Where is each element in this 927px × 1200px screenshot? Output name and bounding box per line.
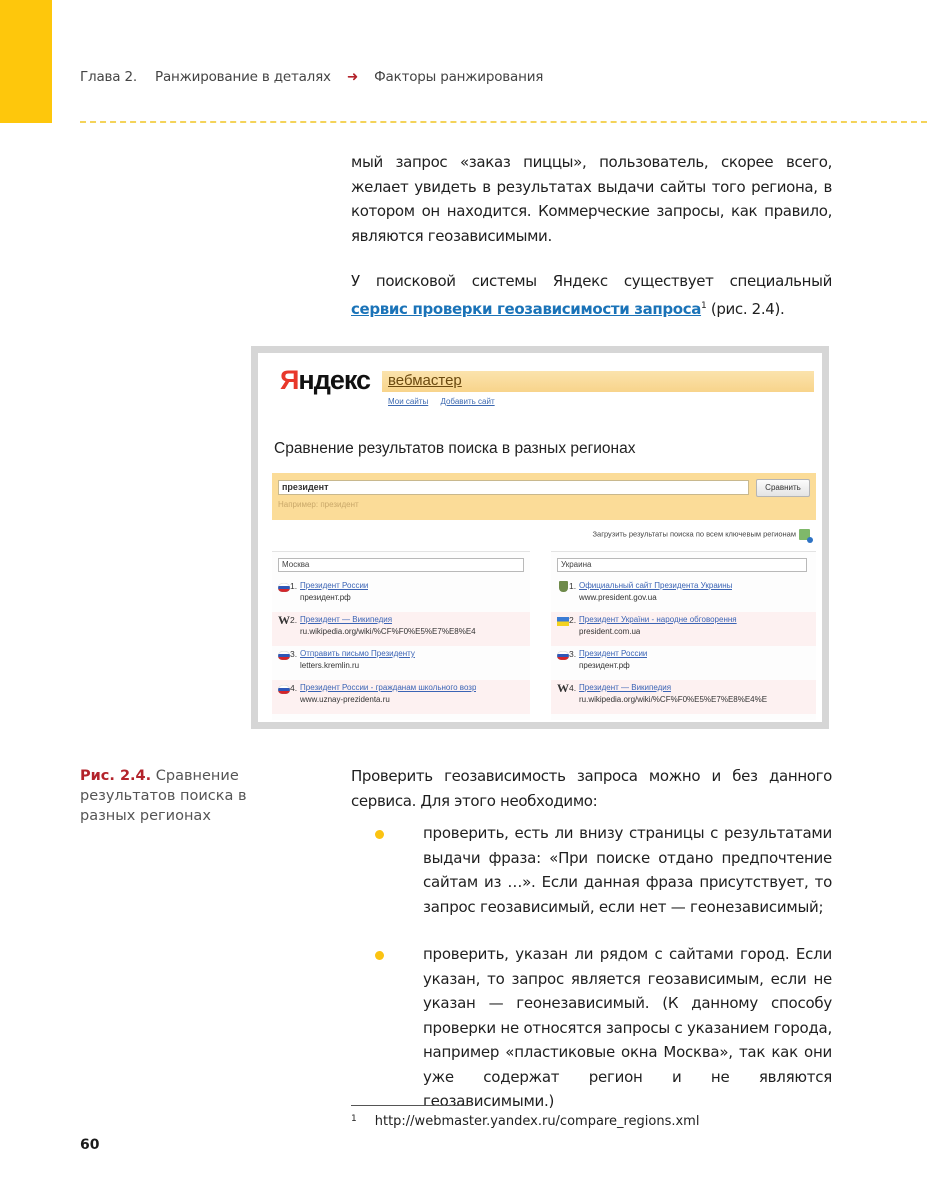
result-title-link[interactable]: Президент — Википедия — [300, 615, 393, 624]
header-divider — [80, 121, 927, 123]
result-title-link[interactable]: Президент России — [579, 649, 648, 658]
footnote-mark: 1 — [351, 1114, 357, 1124]
paragraph: Проверить геозависимость запроса можно и без данного сервиса. Для этого необходимо: — [351, 767, 832, 810]
footnote-url: http://webmaster.yandex.ru/compare_regions.xml — [374, 1114, 700, 1129]
figure-number: Рис. 2.4. — [80, 768, 152, 784]
example-hint: Например: президент — [278, 500, 359, 509]
download-link-text: Загрузить результаты поиска по всем ключевым регионам — [592, 529, 796, 539]
section-label: Ранжирование в деталях — [155, 69, 331, 85]
ukraine-coat-of-arms-icon — [559, 581, 568, 592]
result-number: 3. — [569, 649, 577, 659]
result-item — [551, 646, 816, 680]
bullet-dot-icon — [375, 951, 384, 960]
region-column-left — [272, 551, 530, 720]
result-number: 1. — [569, 581, 577, 591]
result-title-link[interactable]: Отправить письмо Президенту — [300, 649, 415, 658]
service-link[interactable]: сервис проверки геозависимости запроса — [351, 299, 702, 318]
bullet-item — [351, 942, 832, 1114]
add-site-link[interactable]: Добавить сайт — [440, 397, 495, 406]
result-number: 4. — [290, 683, 298, 693]
result-item — [272, 680, 530, 714]
result-url: president.com.ua — [579, 627, 641, 636]
paragraph-text: (рис. 2.4). — [706, 299, 785, 318]
bullet-item — [351, 821, 832, 919]
download-results-link[interactable] — [593, 529, 810, 540]
result-title-link[interactable]: Президент России — [300, 581, 369, 590]
wikipedia-icon: W — [278, 613, 290, 627]
subsection-label: Факторы ранжирования — [374, 69, 544, 85]
bullet-text: проверить, есть ли внизу страницы с результатами выдачи фраза: «При поиске отдано предпочтение сайтам из …». Если данная фраза присутствует, то запрос геозависимый, если нет — геонезависимый; — [423, 824, 832, 916]
compare-page-title: Сравнение результатов поиска в разных регионах — [274, 440, 636, 457]
yandex-logo[interactable] — [280, 365, 370, 396]
bullet-dot-icon — [375, 830, 384, 839]
results-list-left — [272, 578, 530, 714]
result-title-link[interactable]: Официальный сайт Президента Украины — [579, 581, 733, 590]
footnote — [351, 1114, 699, 1129]
result-title-link[interactable]: Президент России - гражданам школьного возр — [300, 683, 477, 692]
russia-flag-icon — [278, 583, 290, 592]
footnote-ref: 1 — [701, 300, 707, 311]
region-column-right — [551, 551, 816, 720]
result-url: ru.wikipedia.org/wiki/%CF%F0%E5%E7%E8%E4%E — [579, 695, 768, 704]
service-nav — [388, 397, 505, 406]
result-item — [272, 646, 530, 680]
figure-caption — [80, 766, 280, 826]
query-input[interactable]: президент — [278, 480, 749, 495]
chapter-color-tab — [0, 0, 52, 123]
arrow-right-icon: ➜ — [346, 69, 359, 85]
compare-button[interactable]: Сравнить — [756, 479, 810, 497]
service-bar — [382, 371, 814, 392]
result-title-link[interactable]: Президент України - народне обговорення — [579, 615, 737, 624]
caption-text: Сравнение результатов поиска в разных регионах — [80, 768, 247, 824]
paragraph: мый запрос «заказ пиццы», пользователь, скорее всего, желает увидеть в результатах выдачи сайты того региона, в котором он находится. Коммерческие запросы, как правило, являются геозависимыми. — [351, 153, 832, 245]
region-input-left[interactable]: Москва — [278, 558, 524, 572]
russia-flag-icon — [278, 651, 290, 660]
ukraine-flag-icon — [557, 617, 569, 626]
results-list-right — [551, 578, 816, 714]
result-url: www.president.gov.ua — [579, 593, 657, 602]
result-number: 2. — [290, 615, 298, 625]
chapter-label: Глава 2. — [80, 69, 137, 85]
region-input-right[interactable]: Украина — [557, 558, 807, 572]
result-url: letters.kremlin.ru — [300, 661, 360, 670]
result-item — [551, 612, 816, 646]
russia-flag-icon — [278, 685, 290, 694]
paragraph-text: У поисковой системы Яндекс существует специальный — [351, 272, 832, 290]
logo-letter: Я — [280, 365, 299, 395]
paragraph — [351, 269, 832, 321]
excel-download-icon — [799, 529, 810, 540]
logo-text: ндекс — [298, 365, 371, 395]
result-item — [272, 612, 530, 646]
russia-flag-icon — [557, 651, 569, 660]
query-panel — [272, 473, 816, 520]
result-item — [551, 680, 816, 714]
webmaster-link[interactable]: вебмастер — [388, 372, 462, 389]
my-sites-link[interactable]: Мои сайты — [388, 397, 429, 406]
figure-screenshot — [251, 346, 829, 729]
result-item — [551, 578, 816, 612]
running-header — [80, 69, 543, 85]
bullet-text: проверить, указан ли рядом с сайтами город. Если указан, то запрос является геозависимым, если не указан — геонезависимый. (К данному способу проверки не относятся запросы с указанием города, например «пластиковые окна Москва», так как они уже содержат регион и не являются геозависимыми.) — [423, 945, 832, 1110]
result-title-link[interactable]: Президент — Википедия — [579, 683, 672, 692]
result-number: 4. — [569, 683, 577, 693]
page-number: 60 — [80, 1137, 100, 1153]
footnote-divider — [351, 1105, 471, 1106]
result-url: президент.рф — [300, 593, 351, 602]
result-number: 2. — [569, 615, 577, 625]
wikipedia-icon: W — [557, 681, 569, 695]
result-url: www.uznay-prezidenta.ru — [300, 695, 390, 704]
result-url: президент.рф — [579, 661, 630, 670]
result-number: 1. — [290, 581, 298, 591]
result-number: 3. — [290, 649, 298, 659]
result-item — [272, 578, 530, 612]
result-url: ru.wikipedia.org/wiki/%CF%F0%E5%E7%E8%E4 — [300, 627, 476, 636]
